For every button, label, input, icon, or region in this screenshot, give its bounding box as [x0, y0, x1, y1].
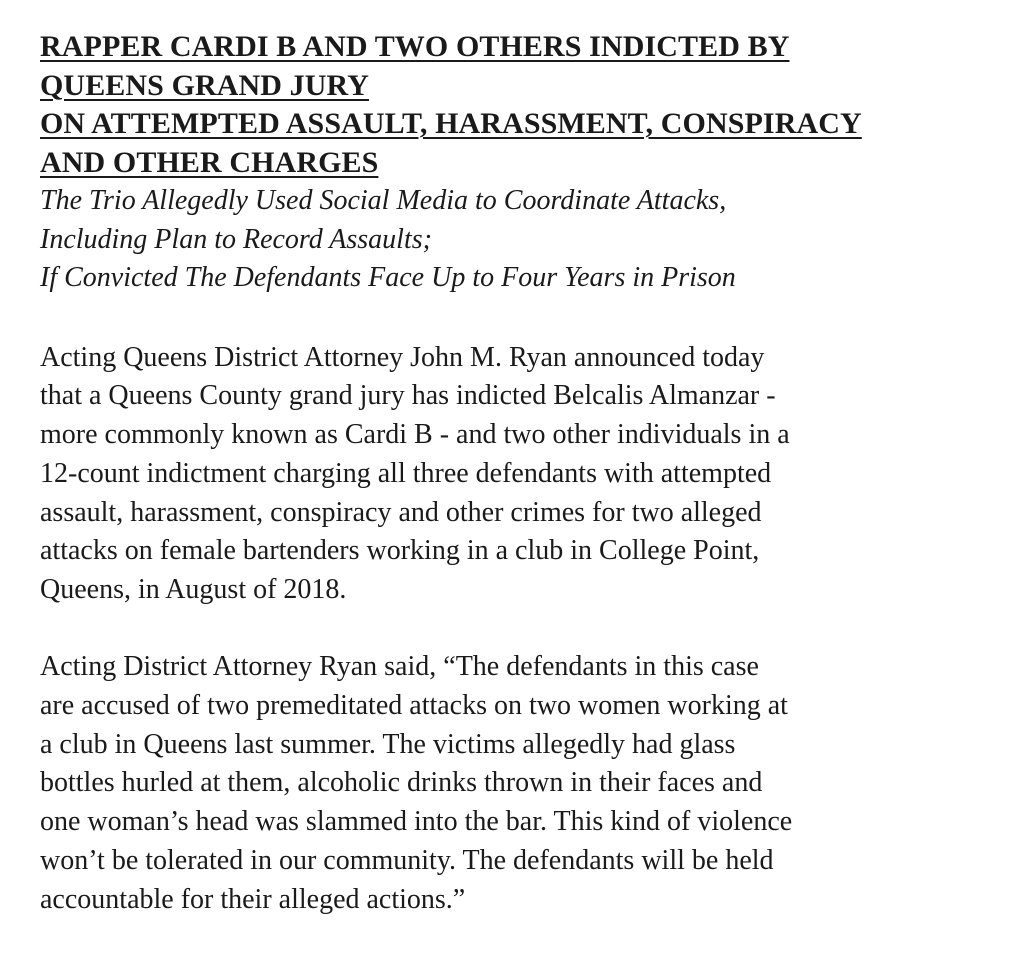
paragraph-line: a club in Queens last summer. The victims allegedly had glass [40, 728, 736, 760]
body-paragraph-1 [40, 339, 1000, 611]
paragraph-line: won’t be tolerated in our community. The defendants will be held [40, 845, 774, 877]
headline-line-2: QUEENS GRAND JURY [40, 68, 370, 102]
headline-line-1: RAPPER CARDI B AND TWO OTHERS INDICTED BY [40, 30, 790, 63]
paragraph-line: one woman’s head was slammed into the bar. This kind of violence [40, 806, 793, 838]
paragraph-line: more commonly known as Cardi B - and two other individuals in a [40, 419, 790, 451]
paragraph-line: Acting District Attorney Ryan said, “The defendants in this case [40, 651, 759, 683]
paragraph-line: attacks on female bartenders working in a club in College Point, [40, 535, 760, 567]
headline-line-3: ON ATTEMPTED ASSAULT, HARASSMENT, CONSPIRACY [40, 107, 862, 140]
subheadline [40, 182, 1000, 298]
headline-line-4: AND OTHER CHARGES [40, 145, 379, 179]
paragraph-line: accountable for their alleged actions.” [40, 883, 466, 915]
subheadline-line-2: Including Plan to Record Assaults; [40, 223, 432, 255]
paragraph-line: are accused of two premeditated attacks on two women working at [40, 689, 788, 721]
paragraph-line: assault, harassment, conspiracy and other crimes for two alleged [40, 496, 762, 528]
paragraph-line: Acting Queens District Attorney John M. Ryan announced today [40, 341, 765, 373]
paragraph-line: bottles hurled at them, alcoholic drinks thrown in their faces and [40, 767, 763, 799]
press-release [40, 28, 1000, 920]
paragraph-line: 12-count indictment charging all three defendants with attempted [40, 457, 772, 489]
headline [40, 28, 1000, 182]
paragraph-line: that a Queens County grand jury has indicted Belcalis Almanzar - [40, 380, 776, 412]
subheadline-line-3: If Convicted The Defendants Face Up to Four Years in Prison [40, 262, 736, 293]
paragraph-line: Queens, in August of 2018. [40, 574, 347, 606]
body-paragraph-2 [40, 648, 1000, 920]
subheadline-line-1: The Trio Allegedly Used Social Media to Coordinate Attacks, [40, 185, 727, 216]
